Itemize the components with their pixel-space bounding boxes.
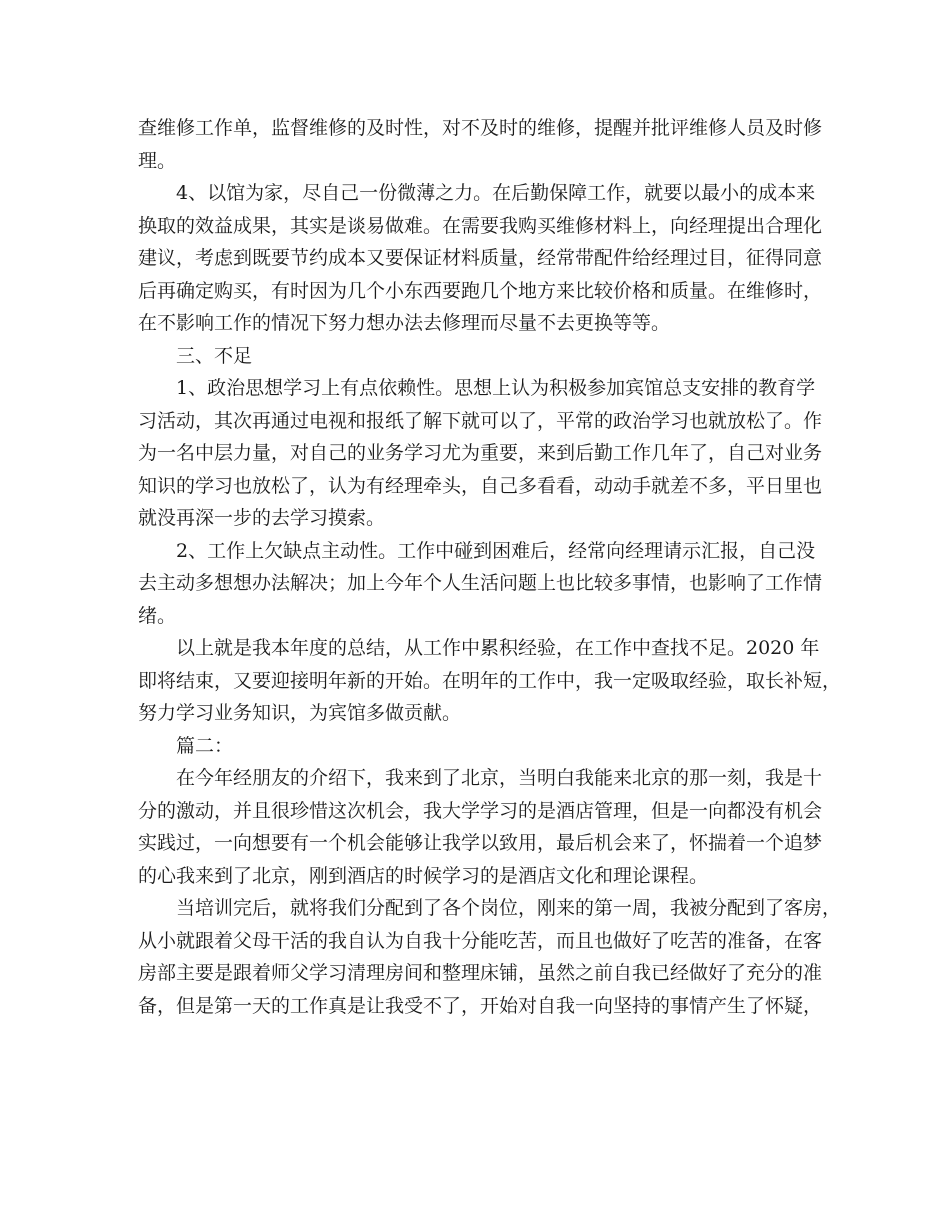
text-line: 理。	[138, 149, 177, 172]
text-line: 习活动，其次再通过电视和报纸了解下就可以了，平常的政治学习也就放松了。作	[138, 409, 823, 432]
text-line: 实践过，一向想要有一个机会能够让我学以致用，最后机会来了，怀揣着一个追梦	[138, 832, 823, 854]
document-body	[138, 112, 842, 1022]
text-line: 的心我来到了北京，刚到酒店的时候学习的是酒店文化和理论课程。	[138, 864, 709, 887]
text-line: 就没再深一步的去学习摸索。	[138, 507, 386, 529]
text-line: 知识的学习也放松了，认为有经理牵头，自己多看看，动动手就差不多，平日里也	[138, 474, 823, 497]
text-line: 房部主要是跟着师父学习清理房间和整理床铺，虽然之前自我已经做好了充分的准	[138, 962, 823, 984]
text-line: 在今年经朋友的介绍下，我来到了北京，当明白我能来北京的那一刻，我是十	[176, 767, 823, 789]
text-line: 绪。	[138, 604, 177, 627]
text-line: 从小就跟着父母干活的我自认为自我十分能吃苦，而且也做好了吃苦的准备，在客	[138, 929, 823, 952]
text-line: 即将结束，又要迎接明年新的开始。在明年的工作中，我一定吸取经验，取长补短，	[138, 669, 842, 692]
text-line: 查维修工作单，监督维修的及时性，对不及时的维修，提醒并批评维修人员及时修	[138, 117, 823, 139]
text-line: 后再确定购买，有时因为几个小东西要跑几个地方来比较价格和质量。在维修时，	[138, 279, 823, 302]
text-line: 努力学习业务知识，为宾馆多做贡献。	[138, 702, 462, 724]
text-line: 为一名中层力量，对自己的业务学习尤为重要，来到后勤工作几年了，自己对业务	[138, 442, 823, 464]
text-line: 2、工作上欠缺点主动性。工作中碰到困难后，经常向经理请示汇报，自己没	[176, 539, 816, 562]
text-line: 备，但是第一天的工作真是让我受不了，开始对自我一向坚持的事情产生了怀疑，	[138, 994, 823, 1017]
text-line: 4、以馆为家，尽自己一份微薄之力。在后勤保障工作，就要以最小的成本来	[176, 182, 816, 204]
section-heading: 三、不足	[176, 344, 253, 367]
text-line: 以上就是我本年度的总结，从工作中累积经验，在工作中查找不足。2020 年	[176, 637, 820, 659]
text-line: 在不影响工作的情况下努力想办法去修理而尽量不去更换等等。	[138, 312, 671, 334]
text-line: 换取的效益成果，其实是谈易做难。在需要我购买维修材料上，向经理提出合理化	[138, 214, 823, 237]
section-heading: 篇二：	[176, 734, 234, 757]
text-line: 1、政治思想学习上有点依赖性。思想上认为积极参加宾馆总支安排的教育学	[176, 377, 816, 399]
text-line: 分的激动，并且很珍惜这次机会，我大学学习的是酒店管理，但是一向都没有机会	[138, 799, 823, 822]
text-line: 去主动多想想办法解决；加上今年个人生活问题上也比较多事情，也影响了工作情	[138, 572, 823, 594]
text-line: 建议，考虑到既要节约成本又要保证材料质量，经常带配件给经理过目，征得同意	[138, 247, 823, 269]
text-line: 当培训完后，就将我们分配到了各个岗位，刚来的第一周，我被分配到了客房，	[176, 897, 842, 919]
